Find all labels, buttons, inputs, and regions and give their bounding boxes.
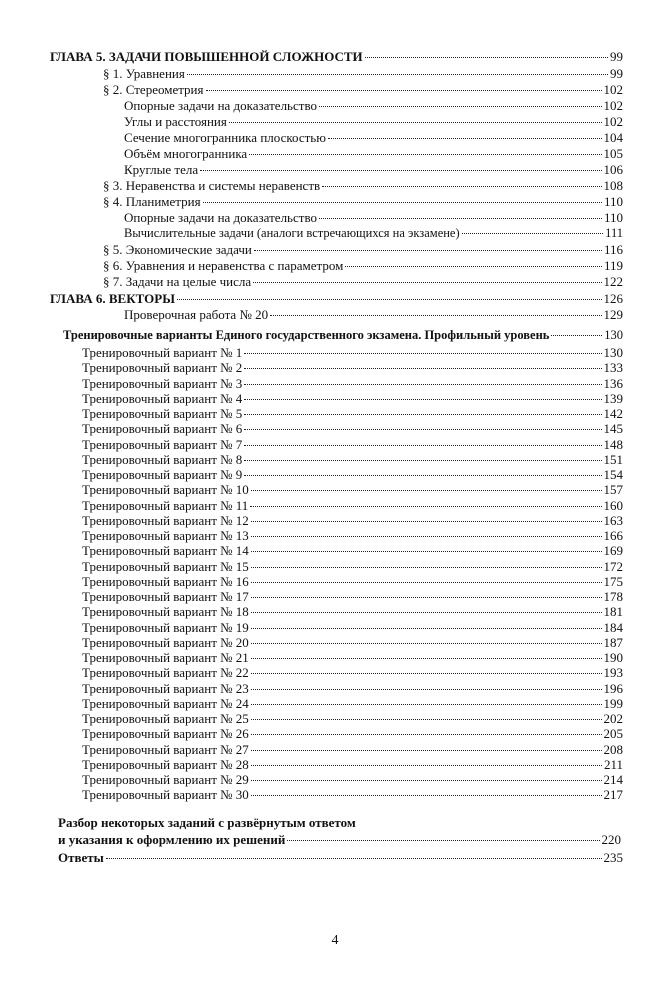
- toc-entry-title: Тренировочный вариант № 19: [82, 619, 249, 635]
- dot-leader: [253, 282, 601, 283]
- dot-leader: [251, 689, 602, 690]
- toc-entry-title: Тренировочный вариант № 21: [82, 650, 249, 665]
- toc-entry: [103, 81, 623, 98]
- toc-entry-page: 108: [603, 178, 623, 193]
- toc-entry-page: 122: [603, 274, 623, 289]
- toc-entry-page: 116: [603, 242, 623, 257]
- toc-entry-page: 217: [603, 787, 623, 803]
- toc-entry-title: Тренировочный вариант № 30: [82, 787, 249, 803]
- toc-entry-title: Тренировочный вариант № 14: [82, 543, 249, 559]
- toc-entry-page: 130: [603, 345, 623, 360]
- dot-leader: [229, 122, 602, 123]
- toc-entry-title: Опорные задачи на доказательство: [124, 210, 317, 225]
- toc-entry-page: 102: [603, 114, 623, 129]
- dot-leader: [244, 475, 601, 476]
- toc-entry: [103, 257, 623, 274]
- toc-entry-page: 126: [603, 291, 623, 306]
- toc-entry-page: 105: [603, 146, 623, 161]
- toc-entry-title: § 7. Задачи на целые числа: [103, 274, 252, 289]
- dot-leader: [244, 445, 601, 446]
- dot-leader: [177, 299, 602, 300]
- dot-leader: [287, 840, 599, 841]
- toc-entry-page: 184: [603, 619, 623, 635]
- toc-answers: [58, 849, 623, 866]
- dot-leader: [319, 218, 602, 219]
- toc-entry-page: 190: [603, 650, 623, 665]
- dot-leader: [365, 57, 608, 58]
- toc-entry-page: 104: [603, 130, 623, 145]
- dot-leader: [251, 628, 602, 629]
- dot-leader: [551, 335, 602, 336]
- toc-entry-title: Тренировочный вариант № 4: [82, 390, 243, 406]
- toc-entry-title: Тренировочный вариант № 3: [82, 375, 243, 391]
- toc-entry-page: 154: [603, 467, 623, 482]
- toc-entry-page: 175: [603, 573, 623, 589]
- toc-entry-title: Сечение многогранника плоскостью: [124, 130, 326, 145]
- toc-entry-title: Круглые тела: [124, 162, 199, 177]
- toc-entry-title: Тренировочный вариант № 26: [82, 726, 249, 742]
- toc-entry-page: 202: [603, 711, 623, 726]
- toc-entry: [103, 177, 623, 194]
- toc-entry-title: Тренировочный вариант № 22: [82, 665, 249, 681]
- toc-entry-title: Тренировочный вариант № 25: [82, 711, 249, 726]
- toc-entry-page: 99: [610, 49, 623, 64]
- toc-analysis-line2-row: [58, 831, 621, 848]
- toc-entry-page: 160: [603, 497, 623, 513]
- toc-entry: [124, 306, 623, 323]
- dot-leader: [249, 154, 601, 155]
- toc-entry-page: 133: [603, 360, 623, 376]
- toc-entry: [103, 193, 623, 210]
- dot-leader: [251, 567, 602, 568]
- toc-entry: [124, 113, 623, 130]
- dot-leader: [244, 399, 601, 400]
- dot-leader: [251, 780, 602, 781]
- dot-leader: [270, 315, 601, 316]
- toc-entry-title: Тренировочный вариант № 11: [82, 497, 249, 513]
- toc-entry-title: § 6. Уравнения и неравенства с параметром: [103, 258, 344, 273]
- toc-entry-page: 102: [603, 98, 623, 113]
- toc-entry-title: § 2. Стереометрия: [103, 82, 204, 97]
- dot-leader: [203, 202, 602, 203]
- toc-entry: [124, 161, 623, 178]
- toc-entry-title: ГЛАВА 6. ВЕКТОРЫ: [50, 291, 175, 306]
- toc-entry-page: 181: [603, 604, 623, 620]
- toc-entry-title: § 1. Уравнения: [103, 66, 185, 81]
- toc-analysis-line2: и указания к оформлению их решений: [58, 832, 286, 847]
- toc-entry-title: Тренировочный вариант № 8: [82, 451, 243, 467]
- toc-entry-title: § 4. Планиметрия: [103, 194, 201, 209]
- dot-leader: [206, 90, 602, 91]
- toc-entry-title: Тренировочный вариант № 10: [82, 482, 249, 498]
- dot-leader: [244, 460, 601, 461]
- toc-entry-page: 196: [603, 680, 623, 696]
- dot-leader: [251, 521, 602, 522]
- dot-leader: [322, 186, 601, 187]
- dot-leader: [106, 858, 602, 859]
- toc-entry-page: 99: [610, 66, 623, 81]
- toc-chapter-6: [50, 290, 623, 307]
- toc-entry-title: Тренировочный вариант № 17: [82, 589, 249, 604]
- toc-entry-page: 187: [603, 634, 623, 650]
- toc-entry-page: 193: [603, 665, 623, 681]
- toc-entry-page: 151: [603, 451, 623, 467]
- dot-leader: [254, 250, 602, 251]
- dot-leader: [251, 795, 602, 796]
- toc-entry-page: 199: [603, 695, 623, 711]
- toc-entry-page: 205: [603, 726, 623, 742]
- toc-entry-page: 130: [604, 328, 623, 342]
- toc-entry-title: Объём многогранника: [124, 146, 248, 161]
- toc-entry-title: Тренировочный вариант № 27: [82, 741, 249, 757]
- dot-leader: [251, 582, 602, 583]
- toc-entry-title: Тренировочный вариант № 12: [82, 512, 249, 528]
- toc-entry-title: Тренировочный вариант № 18: [82, 604, 249, 620]
- toc-entry: [124, 129, 623, 146]
- dot-leader: [251, 734, 602, 735]
- toc-entry-title: Тренировочный вариант № 15: [82, 558, 249, 574]
- dot-leader: [251, 597, 602, 598]
- toc-entry-page: 110: [603, 210, 623, 225]
- toc-entry-page: 163: [603, 512, 623, 528]
- toc-entry-title: Тренировочный вариант № 9: [82, 467, 243, 482]
- toc-entry-title: ГЛАВА 5. ЗАДАЧИ ПОВЫШЕННОЙ СЛОЖНОСТИ: [50, 49, 363, 64]
- toc-entry: [124, 97, 623, 114]
- toc-entry-page: 110: [603, 194, 623, 209]
- toc-entry-title: Тренировочный вариант № 20: [82, 634, 249, 650]
- toc-entry-title: Проверочная работа № 20: [124, 307, 269, 322]
- dot-leader: [250, 506, 601, 507]
- dot-leader: [345, 266, 602, 267]
- dot-leader: [462, 233, 604, 234]
- toc-entry-page: 148: [603, 436, 623, 452]
- toc-entry-page: 172: [603, 558, 623, 574]
- toc-entry-page: 220: [601, 832, 621, 847]
- dot-leader: [244, 429, 601, 430]
- toc-entry-page: 214: [603, 772, 623, 787]
- toc-entry-title: Тренировочный вариант № 2: [82, 360, 243, 376]
- toc-entry: [103, 65, 623, 82]
- toc-entry-title: Углы и расстояния: [124, 114, 227, 129]
- toc-entry-title: Тренировочный вариант № 24: [82, 695, 249, 711]
- toc-entry-page: 178: [603, 589, 623, 604]
- toc-entry-title: Тренировочный вариант № 5: [82, 406, 243, 421]
- toc-entry-title: Тренировочный вариант № 7: [82, 436, 243, 452]
- dot-leader: [244, 353, 601, 354]
- toc-entry: [124, 145, 623, 162]
- toc-entry-page: 136: [603, 375, 623, 391]
- toc-entry-page: 235: [603, 850, 623, 865]
- toc-entry-title: Вычислительные задачи (аналоги встречающихся на экзамене): [124, 226, 460, 240]
- toc-entry-page: 139: [603, 390, 623, 406]
- dot-leader: [251, 704, 602, 705]
- dot-leader: [251, 750, 602, 751]
- dot-leader: [251, 673, 602, 674]
- dot-leader: [251, 765, 602, 766]
- dot-leader: [251, 719, 602, 720]
- toc-entry-title: Ответы: [58, 850, 104, 865]
- toc-entry: [124, 225, 623, 242]
- dot-leader: [200, 170, 601, 171]
- toc-entry: [124, 209, 623, 226]
- dot-leader: [251, 643, 602, 644]
- toc-entry-title: Тренировочные варианты Единого государственного экзамена. Профильный уровень: [63, 328, 550, 342]
- toc-entry-title: § 5. Экономические задачи: [103, 242, 252, 257]
- toc-entry-page: 111: [605, 226, 623, 240]
- toc-entry-title: Тренировочный вариант № 29: [82, 772, 249, 787]
- toc-entry: [103, 241, 623, 258]
- toc-entry: [103, 273, 623, 290]
- toc-training-header: [63, 327, 623, 344]
- toc-entry-page: 208: [603, 741, 623, 757]
- toc-entry-page: 145: [603, 421, 623, 437]
- toc-entry-title: Тренировочный вариант № 16: [82, 573, 249, 589]
- toc-entry-title: Тренировочный вариант № 6: [82, 421, 243, 437]
- page-number: 4: [331, 933, 339, 948]
- toc-entry-title: Опорные задачи на доказательство: [124, 98, 317, 113]
- toc-analysis: [58, 814, 621, 848]
- toc-entry-page: 102: [603, 82, 623, 97]
- toc-entry-page: 142: [603, 406, 623, 421]
- toc-analysis-line1: Разбор некоторых заданий с развёрнутым ответом: [58, 815, 356, 830]
- toc-entry-page: 166: [603, 528, 623, 543]
- toc-entry-title: Тренировочный вариант № 28: [82, 756, 249, 772]
- toc-entry-title: Тренировочный вариант № 23: [82, 680, 249, 696]
- dot-leader: [251, 658, 602, 659]
- dot-leader: [251, 612, 602, 613]
- toc-entry-page: 106: [603, 162, 623, 177]
- dot-leader: [187, 74, 608, 75]
- dot-leader: [244, 414, 601, 415]
- dot-leader: [251, 551, 602, 552]
- toc-entry-page: 211: [603, 756, 623, 772]
- toc-entry-title: Тренировочный вариант № 1: [82, 345, 243, 360]
- toc-entry-title: Тренировочный вариант № 13: [82, 528, 249, 543]
- toc-entry-page: 129: [603, 307, 623, 322]
- toc-entry-title: § 3. Неравенства и системы неравенств: [103, 178, 321, 193]
- dot-leader: [328, 138, 602, 139]
- dot-leader: [251, 536, 602, 537]
- toc-chapter-5: [50, 48, 623, 65]
- dot-leader: [319, 106, 602, 107]
- dot-leader: [251, 490, 602, 491]
- dot-leader: [244, 368, 601, 369]
- toc-entry-page: 169: [603, 543, 623, 559]
- toc-entry-page: 119: [603, 258, 623, 273]
- toc-variant-entry: [82, 786, 623, 803]
- toc-entry-page: 157: [603, 482, 623, 498]
- dot-leader: [244, 384, 601, 385]
